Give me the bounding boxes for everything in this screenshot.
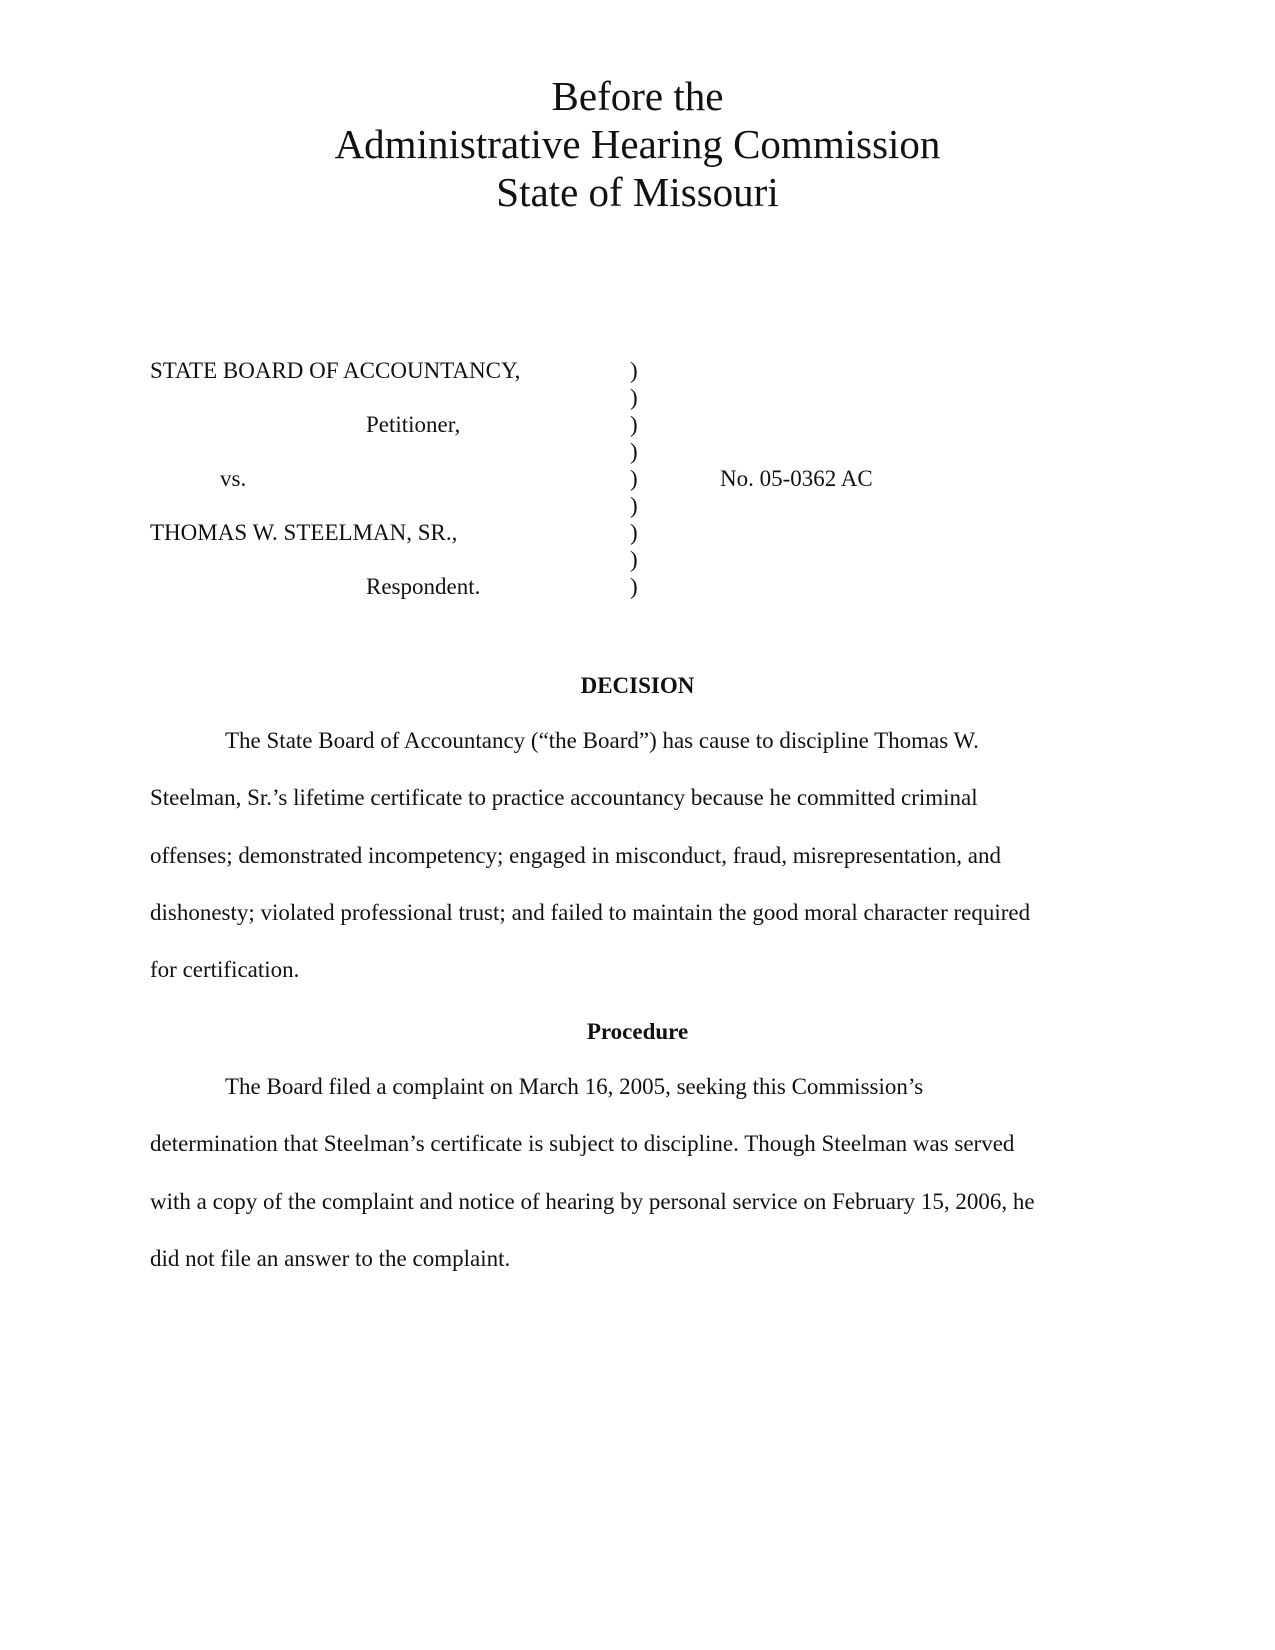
caption-paren: )	[630, 385, 638, 410]
header-commission-name: Administrative Hearing Commission	[334, 121, 941, 167]
paragraph-line: determination that Steelman’s certificate is subject to discipline. Though Steelman was served	[150, 1131, 1015, 1157]
case-caption	[150, 357, 1150, 617]
respondent-name: THOMAS W. STEELMAN, SR.,	[150, 520, 458, 545]
caption-paren: )	[630, 358, 638, 383]
procedure-heading: Procedure	[586, 1019, 689, 1044]
paragraph-line: Steelman, Sr.’s lifetime certificate to practice accountancy because he committed criminal	[150, 785, 978, 811]
caption-paren: )	[630, 493, 638, 518]
case-number: No. 05-0362 AC	[720, 466, 873, 491]
versus-label: vs.	[220, 466, 247, 491]
respondent-label: Respondent.	[366, 574, 481, 599]
petitioner-label: Petitioner,	[366, 412, 461, 437]
paragraph-line: for certification.	[150, 957, 300, 983]
paragraph-line: The Board filed a complaint on March 16, 2005, seeking this Commission’s	[225, 1074, 924, 1099]
document-header	[0, 72, 1275, 216]
paragraph-line: dishonesty; violated professional trust; and failed to maintain the good moral character required	[150, 899, 1031, 925]
decision-heading: DECISION	[580, 673, 695, 698]
caption-paren: )	[630, 439, 638, 464]
header-state: State of Missouri	[496, 169, 779, 215]
caption-paren: )	[630, 574, 638, 599]
caption-paren: )	[630, 466, 638, 491]
procedure-paragraph	[150, 1058, 1120, 1287]
paragraph-line: The State Board of Accountancy (“the Board”) has cause to discipline Thomas W.	[225, 728, 979, 753]
decision-paragraph	[150, 712, 1120, 998]
caption-paren: )	[630, 412, 638, 437]
caption-paren: )	[630, 547, 638, 572]
header-before-the: Before the	[551, 73, 724, 119]
paragraph-line: with a copy of the complaint and notice of hearing by personal service on February 15, 2006, he	[150, 1188, 1035, 1214]
paragraph-line: did not file an answer to the complaint.	[150, 1245, 511, 1271]
paragraph-line: offenses; demonstrated incompetency; engaged in misconduct, fraud, misrepresentation, and	[150, 842, 1001, 868]
petitioner-name: STATE BOARD OF ACCOUNTANCY,	[150, 358, 521, 383]
caption-paren: )	[630, 520, 638, 545]
